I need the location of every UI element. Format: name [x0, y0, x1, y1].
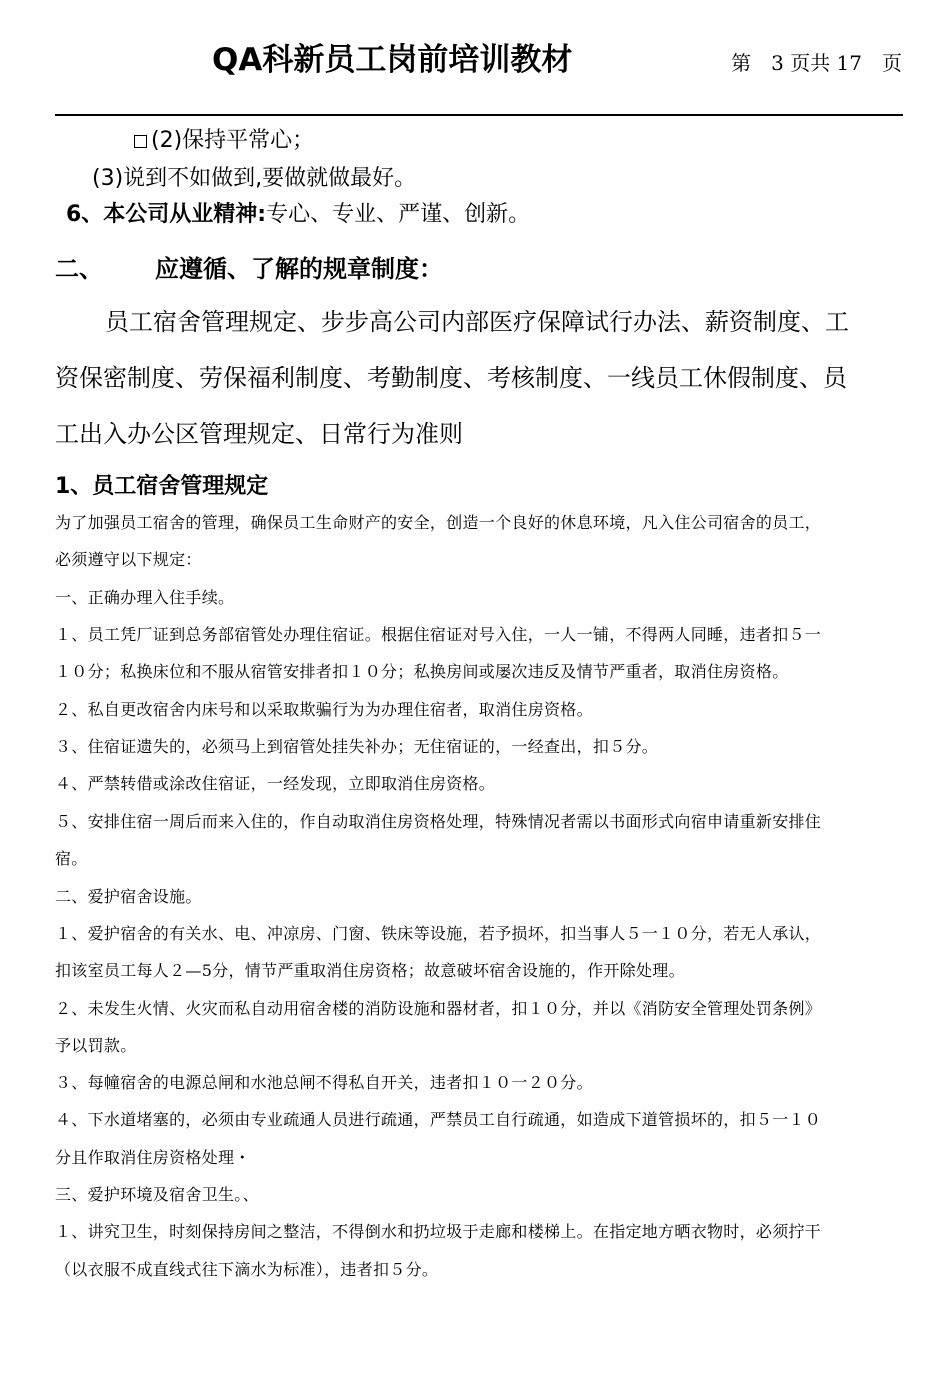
body-line: 为了加强员工宿舍的管理，确保员工生命财产的安全，创造一个良好的休息环境，凡入住公司宿舍的员工，	[55, 513, 822, 532]
body-line: ３、每幢宿舍的电源总闸和水池总闸不得私自开关，违者扣１０一２０分。	[55, 1073, 593, 1092]
body-line: ３、住宿证遗失的，必须马上到宿管处挂失补办；无住宿证的，一经查出，扣５分。	[55, 737, 659, 756]
regulations-paragraph-line: 工出入办公区管理规定、日常行为准则	[55, 420, 463, 448]
body-line: 扣该室员工每人２—5分，情节严重取消住房资格；故意破坏宿舍设施的，作开除处理。	[55, 961, 685, 980]
page-title: QA科新员工岗前培训教材	[212, 42, 573, 78]
page-number: 第 3 页共 17 页	[731, 51, 902, 75]
regulations-paragraph-line: 资保密制度、劳保福利制度、考勤制度、考核制度、一线员工休假制度、员	[55, 364, 847, 392]
body-line: ２、未发生火情、火灾而私自动用宿舍楼的消防设施和器材者，扣１０分，并以《消防安全管理处罚条例》	[55, 999, 822, 1018]
spirit-label: 6、本公司从业精神:	[66, 202, 267, 227]
body-line: １０分；私换床位和不服从宿管安排者扣１０分；私换房间或屡次违反及情节严重者，取消住房资格。	[55, 662, 789, 681]
company-spirit	[66, 200, 530, 230]
body-line: 予以罚款。	[55, 1036, 137, 1055]
list-item-3: (3)说到不如做到,要做就做最好。	[92, 166, 417, 191]
regulations-paragraph-line: 员工宿舍管理规定、步步高公司内部医疗保障试行办法、薪资制度、工	[105, 308, 849, 336]
body-line: １、讲究卫生，时刻保持房间之整洁，不得倒水和扔垃圾于走廊和楼梯上。在指定地方晒衣物时，必须拧干	[55, 1222, 822, 1241]
header-divider	[55, 114, 903, 116]
body-line: 分且作取消住房资格处理・	[55, 1148, 251, 1167]
body-line: ４、下水道堵塞的，必须由专业疏通人员进行疏通，严禁员工自行疏通，如造成下道管损坏的，扣５一１０	[55, 1110, 822, 1129]
body-line: 二、爱护宿舍设施。	[55, 887, 202, 906]
checkbox-square-icon	[134, 135, 147, 148]
body-line: （以衣服不成直线式往下滴水为标准），违者扣５分。	[55, 1260, 439, 1279]
section-number: 二、	[55, 255, 103, 283]
body-line: １、爱护宿舍的有关水、电、冲凉房、门窗、铁床等设施，若予损坏，扣当事人５一１０分，若无人承认，	[55, 924, 822, 943]
body-line: ２、私自更改宿舍内床号和以采取欺骗行为为办理住宿者，取消住房资格。	[55, 700, 593, 719]
body-line: 必须遵守以下规定：	[55, 550, 202, 569]
body-line: ４、严禁转借或涂改住宿证，一经发现，立即取消住房资格。	[55, 774, 496, 793]
spirit-value: 专心、专业、严谨、创新。	[266, 202, 531, 227]
body-line: １、员工凭厂证到总务部宿管处办理住宿证。根据住宿证对号入住，一人一铺，不得两人同睡，违者扣５一	[55, 625, 822, 644]
body-line: 三、爱护环境及宿舍卫生。、	[55, 1185, 259, 1204]
body-line: 一、正确办理入住手续。	[55, 588, 235, 607]
section-title: 应遵循、了解的规章制度：	[155, 255, 443, 283]
body-line: 宿。	[55, 849, 88, 868]
section-heading	[55, 253, 443, 285]
list-item-2: (2)保持平常心；	[134, 126, 314, 156]
body-line: ５、安排住宿一周后而来入住的，作自动取消住房资格处理，特殊情况者需以书面形式向宿申请重新安排住	[55, 812, 822, 831]
subsection-heading: 1、员工宿舍管理规定	[55, 474, 269, 499]
